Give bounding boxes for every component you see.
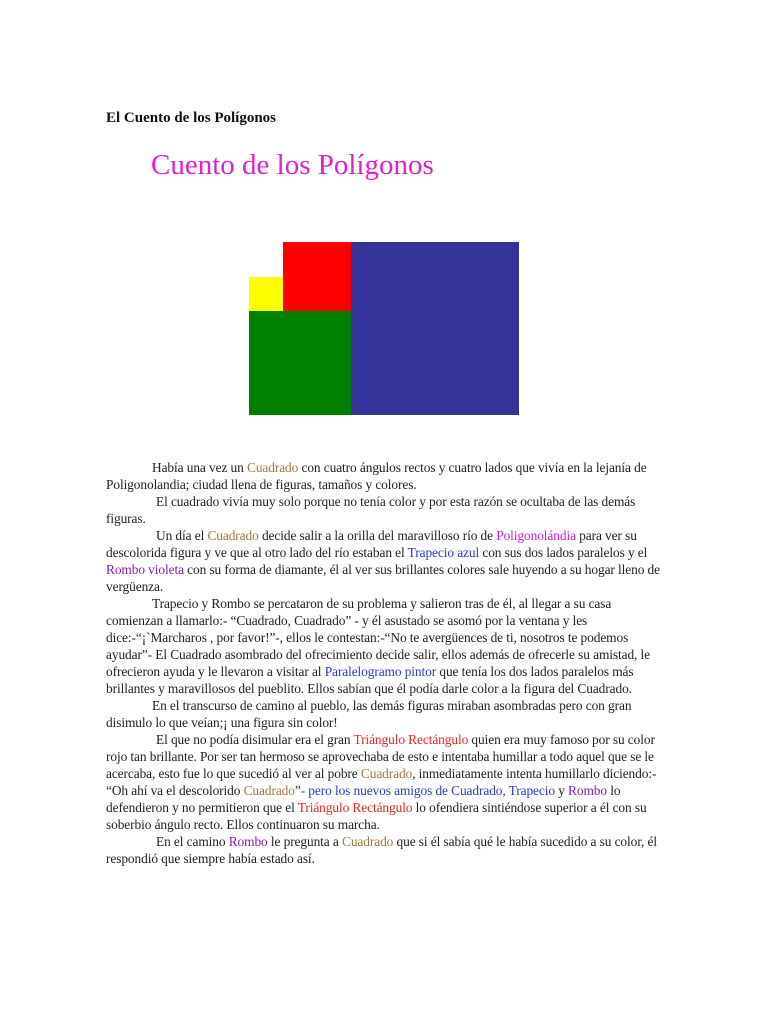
navy-rectangle [351, 242, 519, 415]
highlight-cuadrado: Cuadrado [243, 783, 295, 798]
text-run: con su forma de diamante, él al ver sus brillantes colores sale huyendo a su hogar lleno de vergüenza. [106, 562, 660, 594]
highlight-triangulo: Triángulo Rectángulo [297, 800, 413, 815]
paragraph-7 [106, 833, 666, 867]
text-run: quien era muy famoso por su color rojo tan brillante. Por ser tan hermoso se aprovechaba de esto e intentaba humillar a todo aquel que se le acercaba, esto fue lo que sucedió al ver al pobre [106, 732, 655, 781]
paragraph-3 [106, 527, 666, 595]
highlight-paralelogramo: Paralelogramo pintor [324, 664, 437, 679]
text-run: Trapecio y Rombo se percataron de su problema y salieron tras de él, al llegar a su casa comienzan a llamarlo:- “Cuadrado, Cuadrado” - y él asustado se asomó por la ventana y les dice:-“¡`Marcharos , por favor!”-, ellos le contestan:-“No te avergüences de ti, nosotros te podemos ayudar”- El Cuadrado asombrado del ofrecimiento decide salir, ellos además de ofrecerle su amistad, le ofrecieron ayuda y le llevaron a visitar al [106, 596, 651, 679]
paragraph-5 [106, 697, 666, 731]
highlight-pero: - pero los nuevos amigos de Cuadrado, [300, 783, 509, 798]
highlight-rombo-violeta: Rombo violeta [106, 562, 184, 577]
document-title: Cuento de los Polígonos [151, 149, 434, 181]
text-run: ” [294, 783, 301, 798]
highlight-triangulo: Triángulo Rectángulo [353, 732, 469, 747]
yellow-square [249, 277, 283, 311]
green-square [249, 311, 351, 415]
text-run: En el camino [156, 834, 229, 849]
text-run: lo ofendiera sintiéndose superior a él con su soberbio ángulo recto. Ellos continuaron su marcha. [106, 800, 647, 832]
paragraph-6 [106, 731, 666, 833]
paragraph-4 [106, 595, 666, 697]
text-run: El cuadrado vivía muy solo porque no tenía color y por esta razón se ocultaba de las demás figuras. [106, 494, 636, 526]
text-run: para ver su descolorida figura y ve que al otro lado del río estaban el [106, 528, 637, 560]
text-run: que tenía los dos lados paralelos más brillantes y maravillosos del pueblito. Ellos sabían que él podía darle color a la figura del Cuadrado. [106, 664, 634, 696]
paragraph-1 [106, 459, 666, 493]
text-run: En el transcurso de camino al pueblo, las demás figuras miraban asombradas pero con gran disimulo lo que veían;¡ una figura sin color! [106, 698, 632, 730]
document-heading: El Cuento de los Polígonos [106, 110, 277, 126]
highlight-rombo: Rombo [568, 783, 607, 798]
highlight-cuadrado: Cuadrado [246, 460, 299, 475]
highlight-trapecio-azul: Trapecio azul [407, 545, 480, 560]
paragraph-2 [106, 493, 666, 527]
red-square [283, 242, 351, 311]
text-run: y [554, 783, 569, 798]
text-run: Había una vez un [152, 460, 247, 475]
text-run: le pregunta a [267, 834, 342, 849]
text-run: El que no podía disimular era el gran [156, 732, 354, 747]
text-run: Un día el [156, 528, 208, 543]
highlight-rombo: Rombo [228, 834, 268, 849]
text-run: lo defendieron y no permitieron que el [106, 783, 621, 815]
text-run: que si él sabía qué le había sucedido a su color, él respondió que siempre había estado así. [106, 834, 658, 866]
highlight-cuadrado: Cuadrado [360, 766, 413, 781]
highlight-cuadrado: Cuadrado [207, 528, 259, 543]
story-body [106, 459, 666, 867]
highlight-cuadrado: Cuadrado [342, 834, 394, 849]
text-run: , inmediatamente intenta humillarlo diciendo:- “Oh ahí va el descolorido [106, 766, 657, 798]
text-run: decide salir a la orilla del maravilloso río de [258, 528, 497, 543]
text-run: con sus dos lados paralelos y el [479, 545, 648, 560]
highlight-poligonolandia: Poligonolándia [496, 528, 576, 543]
highlight-trapecio: Trapecio [508, 783, 555, 798]
text-run: con cuatro ángulos rectos y cuatro lados que vivía en la lejanía de Poligonolandia; ciudad llena de figuras, tamaños y colores. [106, 460, 647, 492]
